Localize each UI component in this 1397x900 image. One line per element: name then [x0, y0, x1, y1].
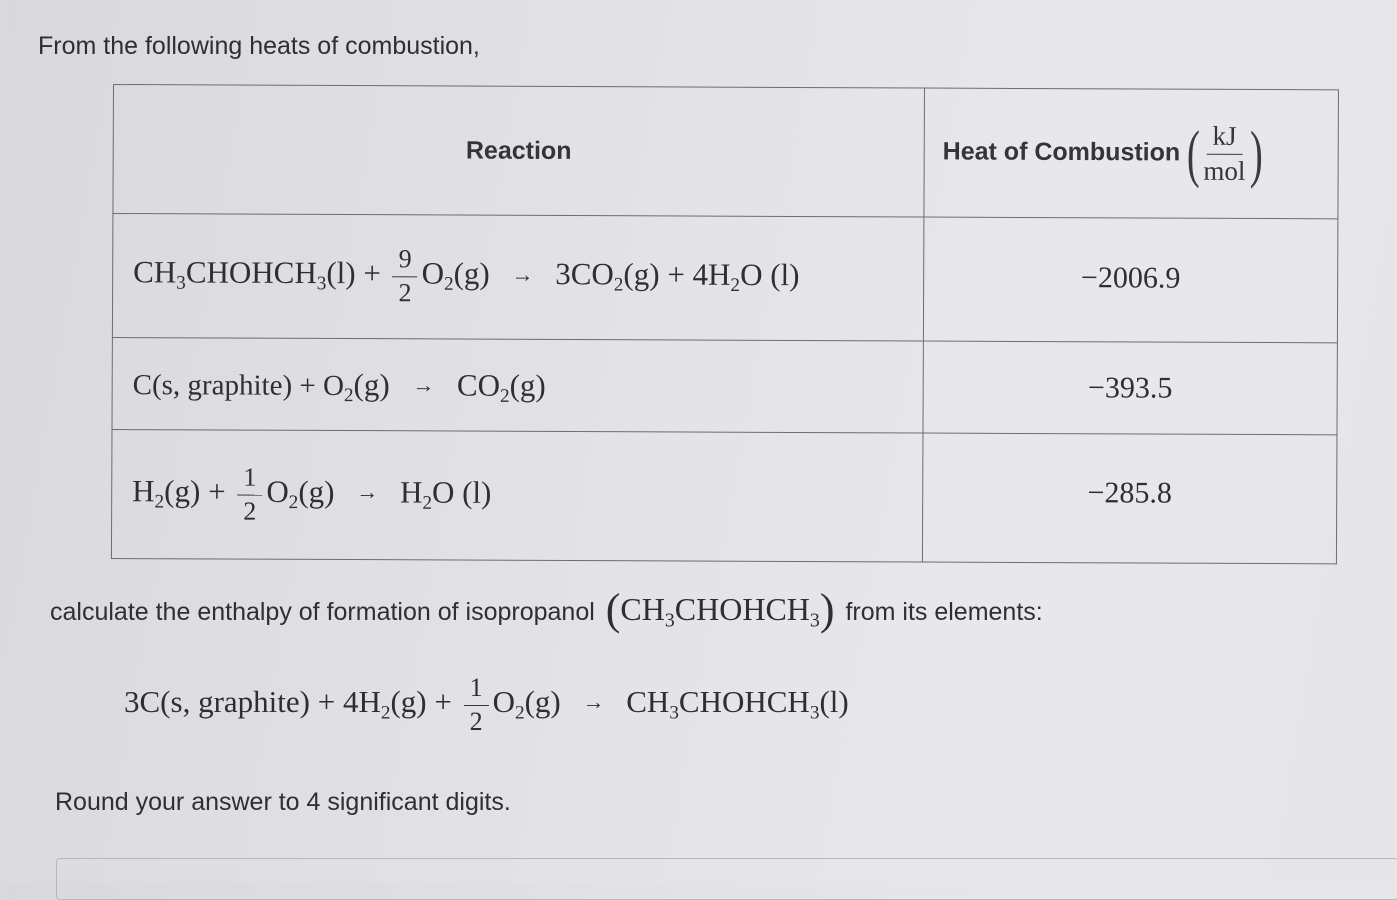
left-paren-icon: ( — [605, 585, 621, 634]
formula-part: O — [492, 684, 515, 720]
reaction-cell — [111, 429, 923, 562]
formula-part: (l) + — [326, 255, 381, 291]
formula-part: H — [399, 474, 423, 510]
subscript: 2 — [343, 384, 354, 406]
subscript: 2 — [380, 702, 391, 724]
subscript: 2 — [422, 492, 433, 514]
formula-part: O — [266, 473, 289, 509]
reaction-arrow-icon: → — [356, 479, 379, 505]
fraction-denominator: 2 — [469, 706, 483, 736]
formula-part: O (l) — [431, 474, 492, 510]
fraction-denominator: 2 — [243, 496, 257, 526]
question-prefix: calculate the enthalpy of formation of isopropanol — [50, 598, 595, 626]
formula-part: (g) — [298, 473, 335, 510]
formula-part: (g) — [524, 684, 561, 720]
table-header-row — [113, 85, 1339, 219]
header-heat-label: Heat of Combustion — [942, 137, 1181, 167]
reaction-arrow-icon: → — [511, 261, 534, 287]
fraction-denominator: 2 — [398, 278, 412, 308]
fraction-numerator: 9 — [393, 246, 418, 278]
left-paren-icon: ( — [1186, 117, 1200, 189]
reaction-cell — [112, 214, 924, 342]
subscript: 3 — [809, 702, 820, 724]
formula-part: CH — [626, 684, 670, 720]
isopropanol-formula — [605, 585, 835, 634]
reaction-arrow-icon: → — [582, 689, 605, 715]
subscript: 3 — [664, 609, 675, 632]
subscript: 2 — [154, 491, 165, 513]
formula-part: (g) + 4H — [623, 256, 731, 293]
unit-kj-per-mol — [1182, 117, 1267, 190]
intro-text: From the following heats of combustion, — [38, 32, 480, 60]
subscript: 2 — [514, 702, 525, 724]
fraction-numerator: 1 — [464, 674, 489, 706]
formula-part: 3C(s, graphite) + 4H — [124, 684, 381, 720]
unit-numerator: kJ — [1207, 122, 1243, 155]
subscript: 3 — [809, 609, 820, 632]
rounding-instruction: Round your answer to 4 significant digits. — [55, 788, 511, 816]
formula-part: (g) + — [164, 473, 226, 509]
formula-part: (g) — [453, 256, 490, 292]
formula-part: CH — [133, 254, 177, 290]
heat-value-cell — [922, 433, 1337, 564]
table-row — [111, 429, 1337, 563]
formula-part: H — [132, 473, 155, 509]
subscript: 3 — [669, 702, 679, 724]
formula-part: CO — [456, 367, 501, 403]
question-suffix: from its elements: — [845, 598, 1043, 626]
subscript: 2 — [288, 492, 299, 514]
subscript: 3 — [316, 273, 327, 295]
unit-denominator: mol — [1203, 155, 1246, 186]
formula-part: CHOHCH — [678, 684, 810, 720]
formula-part: (g) + — [390, 684, 452, 720]
formula-part: C(s, graphite) + O — [132, 368, 345, 402]
formula-part: O (l) — [740, 257, 800, 293]
table-row — [112, 337, 1337, 434]
answer-input-box[interactable] — [56, 858, 1397, 900]
subscript: 2 — [443, 274, 454, 296]
reaction-arrow-icon: → — [412, 371, 435, 397]
fraction-one-half — [464, 674, 489, 736]
formula-part: (l) — [819, 684, 849, 720]
right-paren-icon: ) — [819, 585, 835, 634]
header-reaction: Reaction — [113, 85, 925, 218]
formula-part: CHOHCH — [185, 254, 317, 291]
formula-part: (g) — [509, 367, 546, 403]
formula-part: CH — [620, 591, 665, 627]
table-row — [112, 214, 1338, 343]
formula-part: CHOHCH — [674, 591, 810, 627]
question-text — [50, 584, 1043, 635]
fraction-nine-halves — [392, 246, 417, 308]
subscript: 2 — [499, 385, 510, 407]
subscript: 2 — [730, 275, 741, 297]
fraction-numerator: 1 — [237, 463, 262, 495]
heat-value-cell — [923, 217, 1338, 343]
subscript: 3 — [176, 273, 186, 295]
heat-value: −285.8 — [1087, 476, 1173, 510]
subscript: 2 — [613, 274, 624, 296]
heat-value: −393.5 — [1087, 370, 1173, 405]
formation-reaction — [124, 674, 849, 736]
reaction-cell — [112, 337, 923, 433]
formula-part: (g) — [353, 366, 390, 402]
formula-part: 3CO — [555, 256, 614, 292]
heat-value-cell — [923, 341, 1337, 435]
formula-part: O — [421, 255, 445, 292]
header-heat-of-combustion — [924, 88, 1339, 219]
heat-value: −2006.9 — [1080, 260, 1181, 295]
heats-of-combustion-table — [111, 84, 1339, 564]
right-paren-icon: ) — [1249, 117, 1263, 190]
fraction-one-half — [237, 463, 262, 525]
